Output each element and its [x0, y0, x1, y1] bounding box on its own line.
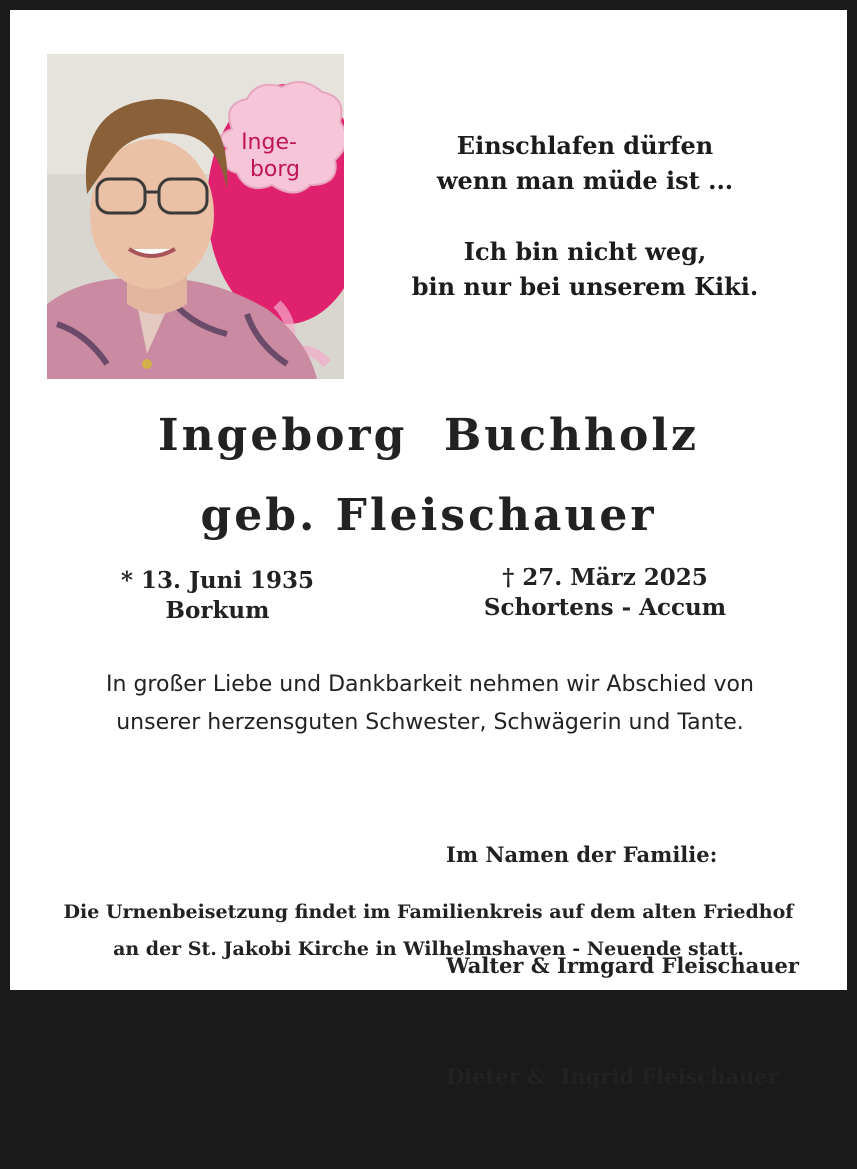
birth-date: * 13. Juni 1935: [120, 567, 315, 594]
quote-line-2: wenn man müde ist ...: [436, 166, 734, 195]
burial-line-1: Die Urnenbeisetzung findet im Familienkreis auf dem alten Friedhof: [63, 901, 794, 923]
quote-line-3: Ich bin nicht weg,: [463, 237, 707, 266]
family-heading: Im Namen der Familie:: [446, 842, 718, 867]
death-place: Schortens - Accum: [483, 594, 727, 621]
message-line-2: unserer herzensguten Schwester, Schwägerin und Tante.: [116, 710, 744, 735]
quote-line-1: Einschlafen dürfen: [456, 131, 714, 160]
death-date: † 27. März 2025: [502, 564, 708, 591]
family-member-2: Dieter & Ingrid Fleischauer: [446, 1064, 779, 1089]
burial-line-2: an der St. Jakobi Kirche in Wilhelmshaven - Neuende statt.: [113, 938, 744, 960]
balloon-text-2: borg: [249, 157, 301, 182]
quote-spacer: [385, 198, 785, 234]
balloon-text-1: Inge-: [241, 130, 297, 155]
quote-block: [385, 128, 785, 304]
family-member-1: Walter & Irmgard Fleischauer: [446, 953, 799, 978]
portrait-photo: [47, 54, 344, 379]
birth-block: [110, 566, 325, 626]
obituary-card: [10, 10, 847, 1089]
deceased-name: Ingeborg Buchholz: [157, 410, 700, 461]
death-block: [480, 563, 730, 623]
farewell-message: [50, 666, 810, 742]
birth-place: Borkum: [165, 597, 270, 624]
quote-line-4: bin nur bei unserem Kiki.: [411, 272, 759, 301]
maiden-name: geb. Fleischauer: [200, 490, 657, 541]
burial-notice: [30, 894, 827, 968]
message-line-1: In großer Liebe und Dankbarkeit nehmen wir Abschied von: [106, 672, 754, 697]
